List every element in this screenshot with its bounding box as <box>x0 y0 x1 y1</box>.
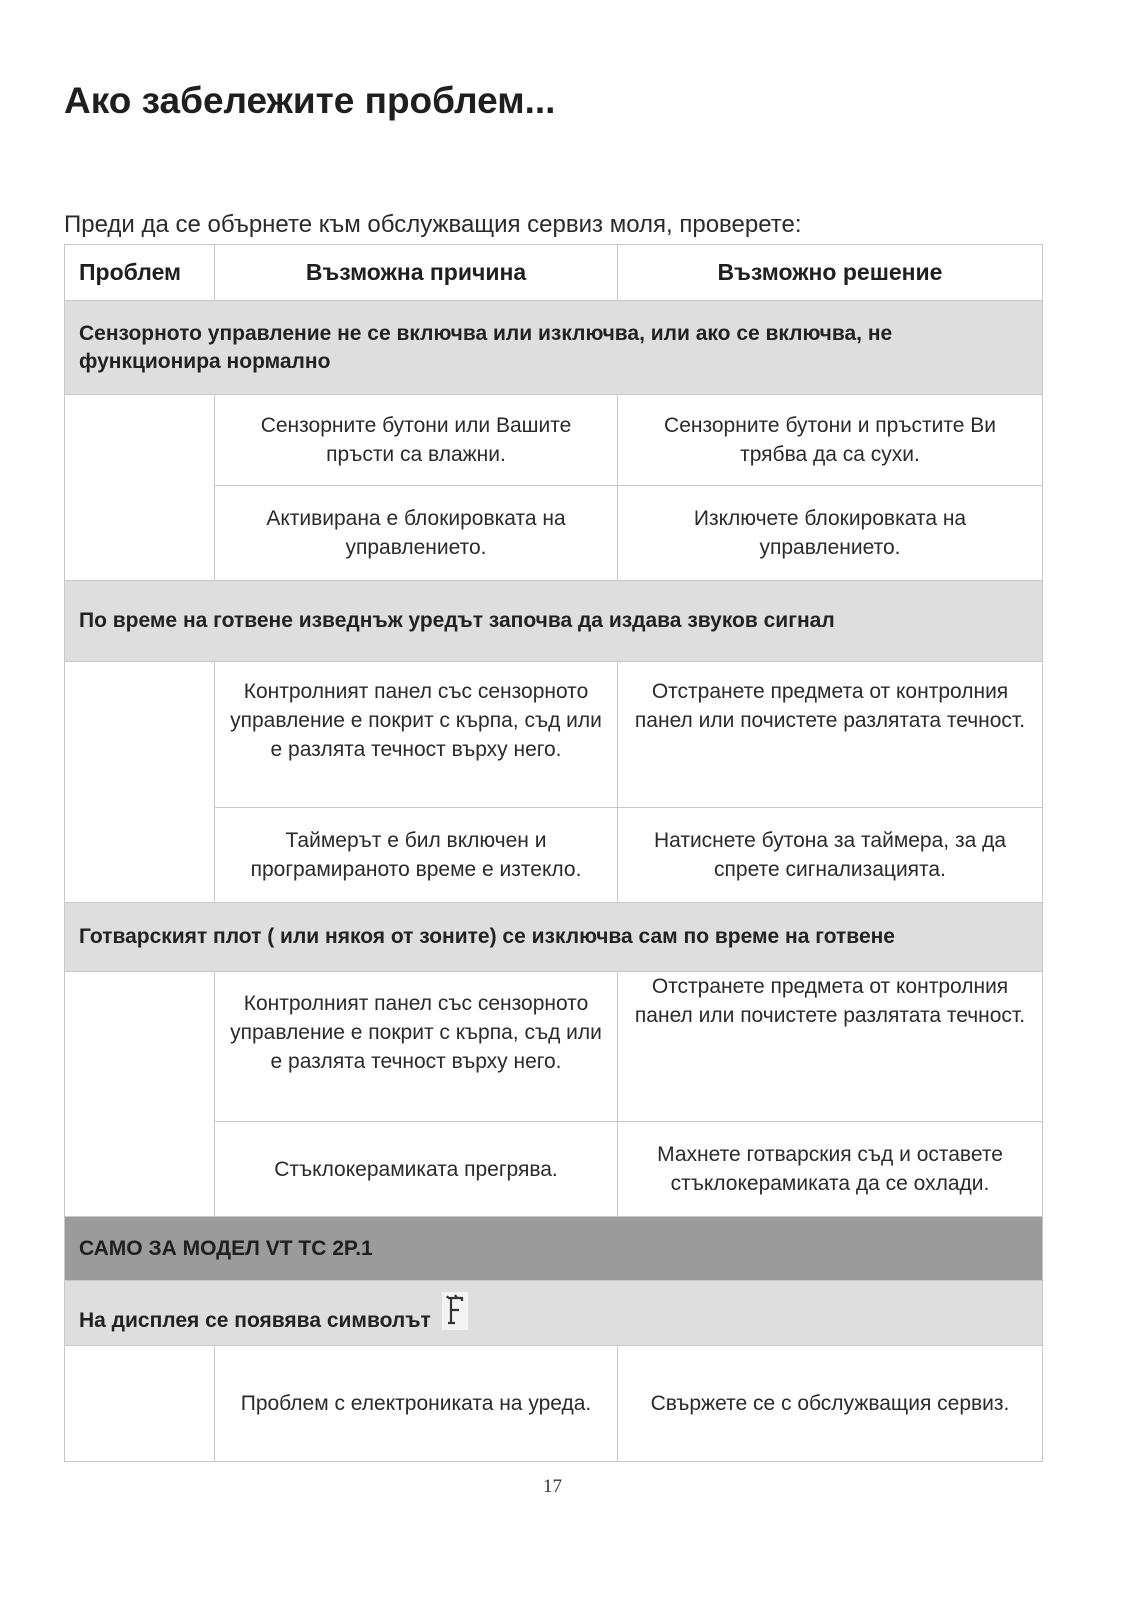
section-title: На дисплея се появява символът <box>79 1309 431 1332</box>
section-title: Сензорното управление не се включва или изключва, или ако се включва, не функционира нормално <box>65 301 1043 395</box>
cause-cell: Контролният панел със сензорното управление е покрит с кърпа, съд или е разлята течност върху него. <box>215 662 618 808</box>
header-problem: Проблем <box>65 245 215 301</box>
cause-cell: Стъклокерамиката прегрява. <box>215 1122 618 1217</box>
cause-cell: Активирана е блокировката на управлението. <box>215 486 618 581</box>
solution-cell: Изключете блокировката на управлението. <box>618 486 1043 581</box>
table-row <box>65 972 1043 1122</box>
solution-cell: Махнете готварския съд и оставете стъклокерамиката да се охлади. <box>618 1122 1043 1217</box>
problem-cell <box>65 662 215 903</box>
section-title: По време на готвене изведнъж уредът започва да издава звуков сигнал <box>65 581 1043 662</box>
problem-cell <box>65 972 215 1217</box>
header-cause: Възможна причина <box>215 245 618 301</box>
model-note: САМО ЗА МОДЕЛ VT TC 2P.1 <box>65 1217 1043 1281</box>
page-number: 17 <box>543 1476 562 1497</box>
page-title: Ако забележите проблем... <box>64 80 556 121</box>
section-title: Готварският плот ( или някоя от зоните) се изключва сам по време на готвене <box>65 903 1043 972</box>
solution-cell: Отстранете предмета от контролния панел или почистете разлятата течност. <box>618 972 1043 1122</box>
problem-cell <box>65 395 215 581</box>
solution-cell: Отстранете предмета от контролния панел или почистете разлятата течност. <box>618 662 1043 808</box>
section-row <box>65 581 1043 662</box>
section-row <box>65 1281 1043 1346</box>
solution-cell: Натиснете бутона за таймера, за да спрете сигнализацията. <box>618 808 1043 903</box>
section-row <box>65 301 1043 395</box>
solution-cell: Сензорните бутони и пръстите Ви трябва да са сухи. <box>618 395 1043 486</box>
section-row <box>65 903 1043 972</box>
section-title-cell <box>65 1281 1043 1346</box>
model-note-row <box>65 1217 1043 1281</box>
header-solution: Възможно решение <box>618 245 1043 301</box>
cause-cell: Сензорните бутони или Вашите пръсти са влажни. <box>215 395 618 486</box>
cause-cell: Контролният панел със сензорното управление е покрит с кърпа, съд или е разлята течност върху него. <box>215 972 618 1122</box>
table-header-row <box>65 245 1043 301</box>
table-row <box>65 395 1043 486</box>
table-row <box>65 1346 1043 1462</box>
intro-text: Преди да се обърнете към обслужващия сервиз моля, проверете: <box>64 211 802 238</box>
table-row <box>65 662 1043 808</box>
problem-cell <box>65 1346 215 1462</box>
solution-cell: Свържете се с обслужващия сервиз. <box>618 1346 1043 1462</box>
cause-cell: Проблем с електрониката на уреда. <box>215 1346 618 1462</box>
troubleshooting-table <box>64 244 1043 1462</box>
cause-cell: Таймерът е бил включен и програмираното време е изтекло. <box>215 808 618 903</box>
f-symbol-icon <box>441 1291 469 1331</box>
